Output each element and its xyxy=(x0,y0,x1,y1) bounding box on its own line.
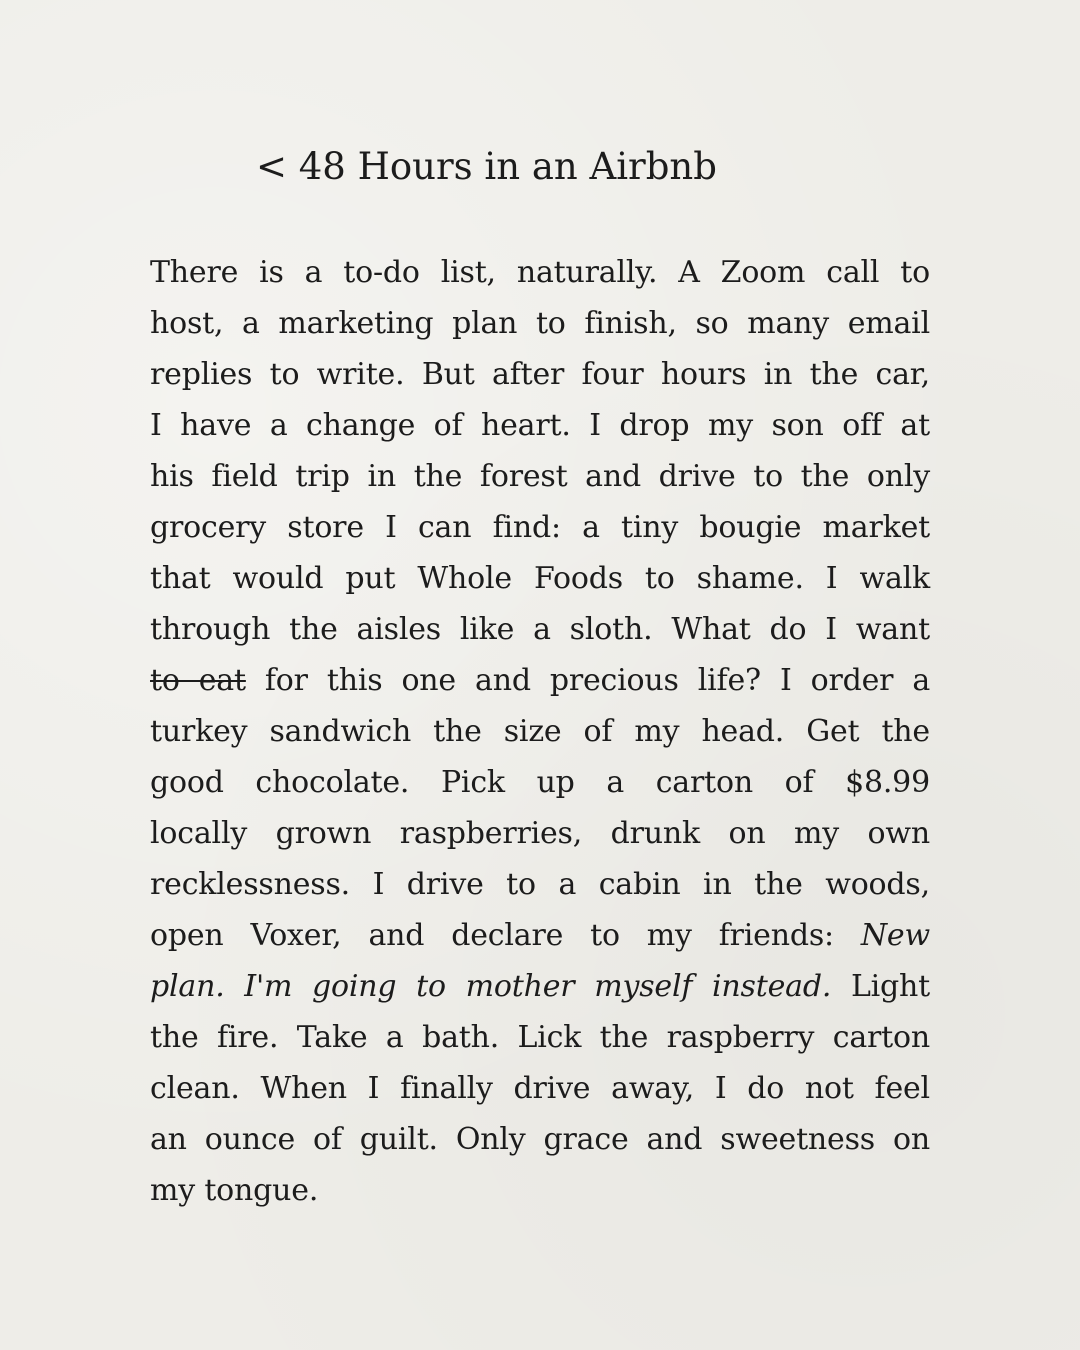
text-line: host, a marketing plan to finish, so many email xyxy=(150,306,930,341)
text-line: that would put Whole Foods to shame. I walk xyxy=(150,561,930,596)
italic-text: New xyxy=(860,918,930,953)
text-line: locally grown raspberries, drunk on my own xyxy=(150,816,930,851)
text-line: clean. When I finally drive away, I do not feel xyxy=(150,1071,930,1106)
text-line: through the aisles like a sloth. What do I want xyxy=(150,612,930,647)
text-line: his field trip in the forest and drive to the only xyxy=(150,459,931,494)
text-line: plan. I'm going to mother myself instead. Light xyxy=(150,969,931,1004)
essay-body xyxy=(150,247,930,1216)
text-line: grocery store I can find: a tiny bougie market xyxy=(150,510,930,545)
text-line: replies to write. But after four hours in the car, xyxy=(150,357,930,392)
italic-text: plan. I'm going to mother myself instead. xyxy=(150,969,832,1004)
text-line: an ounce of guilt. Only grace and sweetness on xyxy=(150,1122,930,1157)
text-line: open Voxer, and declare to my friends: New xyxy=(150,918,930,953)
struck-through-text: to eat xyxy=(150,663,246,698)
page-title: < 48 Hours in an Airbnb xyxy=(256,145,717,188)
text-line: recklessness. I drive to a cabin in the woods, xyxy=(150,867,930,902)
text-line: I have a change of heart. I drop my son off at xyxy=(150,408,930,443)
text-line: turkey sandwich the size of my head. Get the xyxy=(150,714,930,749)
text-line: There is a to-do list, naturally. A Zoom call to xyxy=(150,255,930,290)
text-line: to eat for this one and precious life? I order a xyxy=(150,663,931,698)
text-line: my tongue. xyxy=(150,1173,319,1208)
text-line: the fire. Take a bath. Lick the raspberry carton xyxy=(150,1020,931,1055)
text-line: good chocolate. Pick up a carton of $8.99 xyxy=(150,765,930,800)
